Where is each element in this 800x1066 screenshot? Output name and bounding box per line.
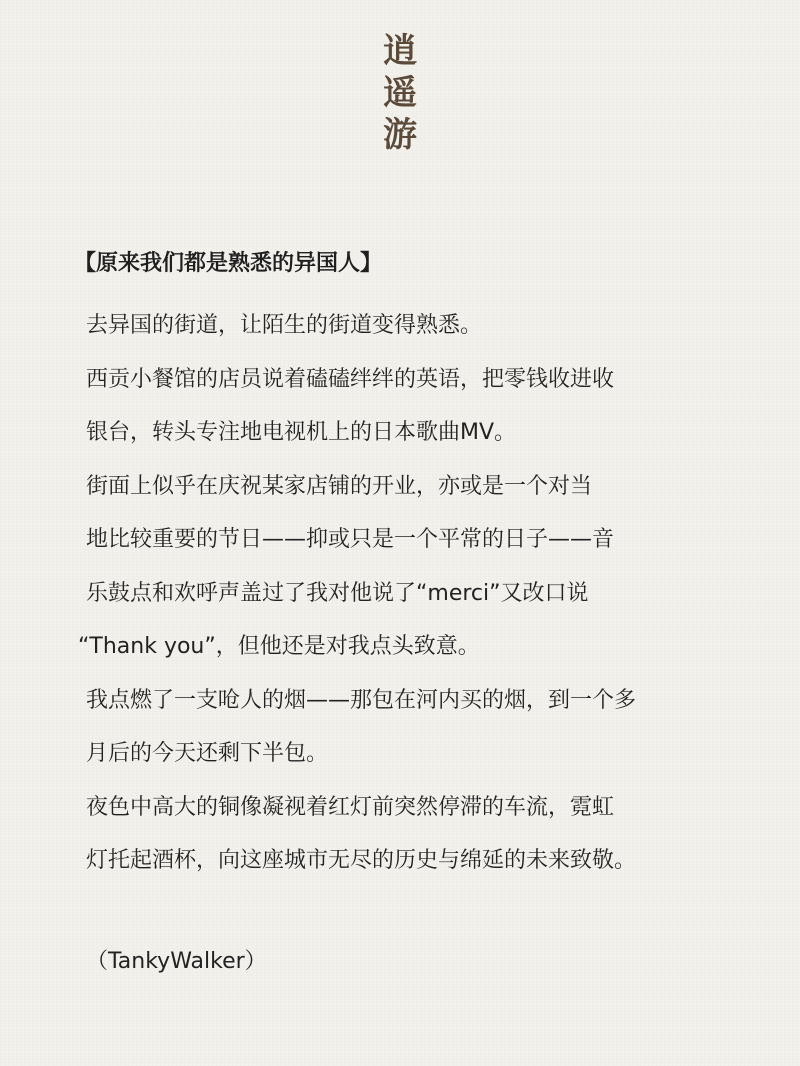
body-line: 西贡小餐馆的店员说着磕磕绊绊的英语，把零钱收进收 — [86, 366, 615, 392]
title-char: 逍 — [383, 31, 417, 71]
body-line: “Thank you”，但他还是对我点头致意。 — [78, 634, 480, 659]
body-line: 夜色中高大的铜像凝视着红灯前突然停滞的车流，霓虹 — [86, 794, 615, 820]
vertical-title — [380, 30, 420, 156]
title-char: 游 — [383, 115, 417, 155]
body-line: 月后的今天还剩下半包。 — [86, 741, 329, 766]
body-line: 地比较重要的节日——抑或只是一个平常的日子——音 — [86, 527, 615, 552]
body-line: 灯托起酒杯，向这座城市无尽的历史与绵延的未来致敬。 — [86, 848, 637, 873]
title-char: 遥 — [383, 73, 417, 113]
body-line: 我点燃了一支呛人的烟——那包在河内买的烟，到一个多 — [86, 687, 637, 713]
body-line: 银台，转头专注地电视机上的日本歌曲MV。 — [86, 420, 517, 445]
body-line: 去异国的街道，让陌生的街道变得熟悉。 — [86, 313, 483, 338]
body-line: 街面上似乎在庆祝某家店铺的开业，亦或是一个对当 — [86, 473, 593, 499]
article-body — [78, 304, 736, 893]
article-heading: 【原来我们都是熟悉的异国人】 — [74, 251, 383, 276]
author-signature: （TankyWalker） — [86, 949, 267, 974]
body-line: 乐鼓点和欢呼声盖过了我对他说了“merci”又改口说 — [86, 580, 589, 606]
